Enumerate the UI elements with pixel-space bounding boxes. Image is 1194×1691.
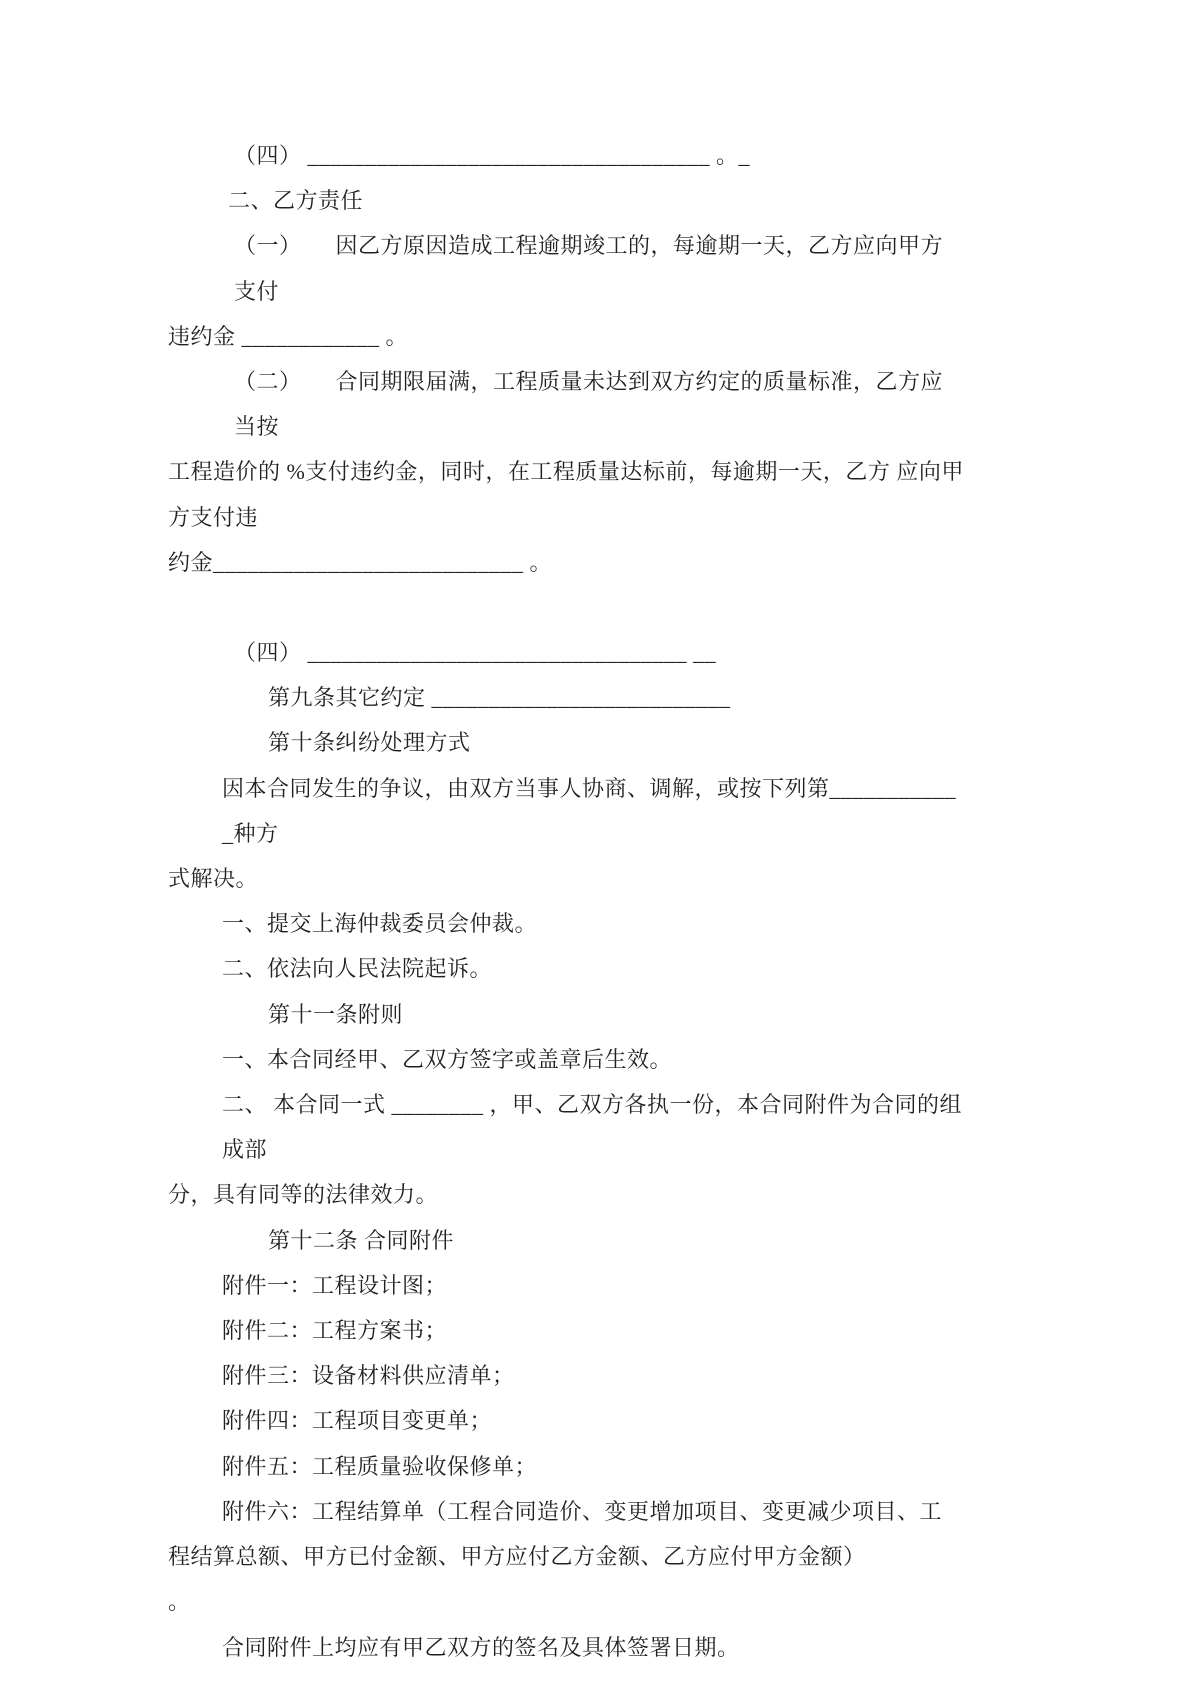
article-heading: 第九条其它约定 __________________________ (268, 685, 731, 711)
paragraph-line: 违约金 ____________ 。 (168, 323, 409, 349)
section-heading: 二、乙方责任 (228, 188, 364, 214)
article-heading: 第十一条附则 (268, 1001, 404, 1027)
paragraph-line: 程结算总额、甲方已付金额、甲方应付乙方金额、乙方应付甲方金额） 。 (168, 1544, 945, 1615)
paragraph-line: （二） 合同期限届满，工程质量未达到双方约定的质量标准，乙方应当按 (234, 369, 944, 440)
attachment-item: 附件二：工程方案书； (222, 1318, 448, 1344)
paragraph-line: 工程造价的 %支付违约金，同时，在工程质量达标前，每逾期一天，乙方 应向甲方支付违 (168, 459, 964, 530)
article-heading: 第十二条 合同附件 (268, 1227, 455, 1253)
attachment-item: 附件三：设备材料供应清单； (222, 1363, 515, 1389)
list-item: 二、 本合同一式 ________ ，甲、乙双方各执一份，本合同附件为合同的组 成部 (222, 1092, 969, 1163)
list-item: 一、提交上海仲裁委员会仲裁。 (222, 911, 538, 937)
blank-clause-line: （四） _________________________________ __ (234, 640, 717, 666)
blank-clause-line: （四） ___________________________________ 。_ (234, 143, 751, 168)
attachment-item: 附件四：工程项目变更单； (222, 1408, 493, 1434)
paragraph-line: 约金___________________________ 。 (168, 549, 553, 575)
paragraph-line: 因本合同发生的争议，由双方当事人协商、调解，或按下列第____________种方 (222, 775, 957, 846)
article-heading: 第十条纠纷处理方式 (268, 730, 471, 756)
attachment-item: 附件一：工程设计图； (222, 1272, 448, 1298)
paragraph-line: 式解决。 (168, 866, 259, 892)
paragraph-line: （一） 因乙方原因造成工程逾期竣工的，每逾期一天，乙方应向甲方支付 (234, 233, 944, 304)
attachment-item: 附件五：工程质量验收保修单； (222, 1453, 538, 1479)
attachment-item: 附件六：工程结算单（工程合同造价、变更增加项目、变更减少项目、工 (222, 1498, 943, 1524)
list-item: 一、本合同经甲、乙双方签字或盖章后生效。 (222, 1046, 673, 1072)
paragraph-line: 分，具有同等的法律效力。 (168, 1182, 439, 1208)
paragraph-line: 合同附件上均应有甲乙双方的签名及具体签署日期。 (222, 1634, 740, 1660)
list-item: 二、依法向人民法院起诉。 (222, 956, 493, 982)
